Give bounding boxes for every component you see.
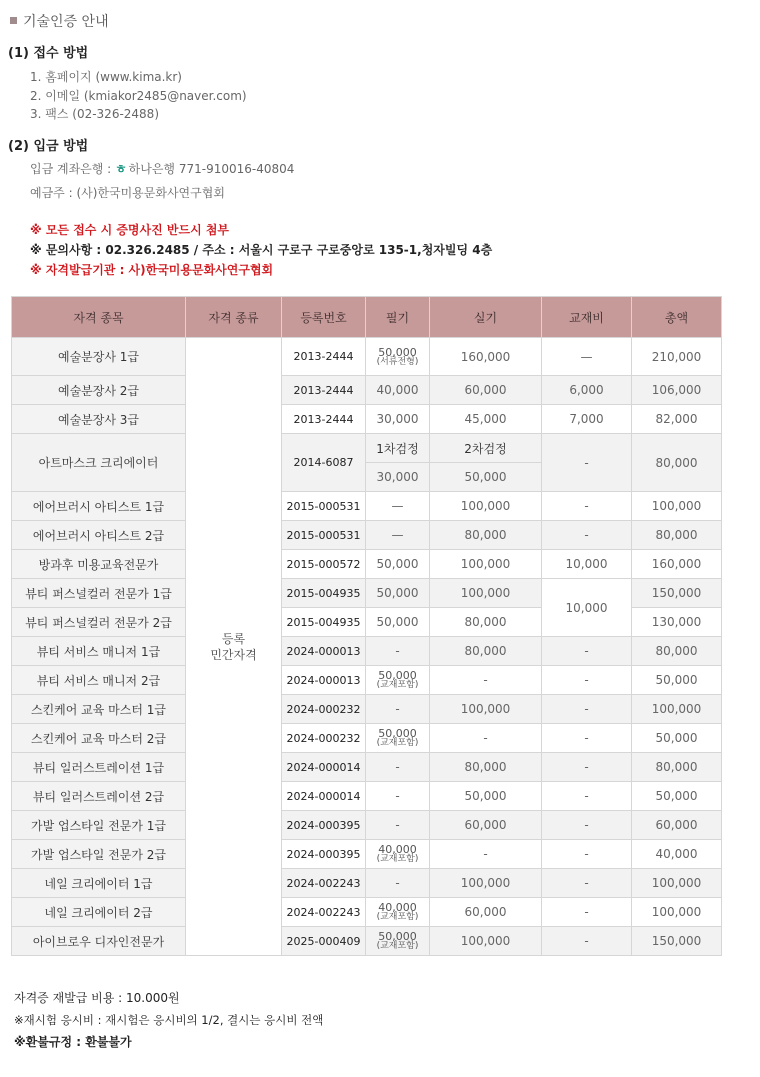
- table-row: [12, 695, 722, 724]
- book-fee: -: [542, 434, 632, 492]
- cert-name: 뷰티 퍼스널컬러 전문가 2급: [12, 608, 186, 637]
- practical-fee: 60,000: [430, 898, 542, 927]
- total-fee: 100,000: [632, 492, 722, 521]
- cert-name: 뷰티 일러스트레이션 2급: [12, 782, 186, 811]
- total-fee: 210,000: [632, 338, 722, 376]
- cert-name: 예술분장사 1급: [12, 338, 186, 376]
- written-fee: 40,000 (교재포함): [366, 840, 430, 869]
- book-fee: -: [542, 927, 632, 956]
- written-fee: 50,000 (교재포함): [366, 666, 430, 695]
- practical-fee: 80,000: [430, 637, 542, 666]
- written-fee: -: [366, 753, 430, 782]
- cert-name: 네일 크리에이터 1급: [12, 869, 186, 898]
- hana-bank-icon: ㅎ: [115, 162, 127, 176]
- bank-account: 하나은행 771-910016-40804: [128, 162, 295, 176]
- written-fee: 50,000: [366, 579, 430, 608]
- cert-code: 2024-000014: [282, 753, 366, 782]
- book-fee: —: [542, 338, 632, 376]
- table-row: [12, 550, 722, 579]
- cert-name: 뷰티 서비스 매니저 1급: [12, 637, 186, 666]
- practical-fee: 50,000: [430, 782, 542, 811]
- cert-name: 스킨케어 교육 마스터 1급: [12, 695, 186, 724]
- method-email: 2. 이메일 (kmiakor2485@naver.com): [30, 89, 247, 103]
- book-fee: -: [542, 724, 632, 753]
- bank-info: [30, 160, 294, 177]
- written-fee: -: [366, 782, 430, 811]
- note-photo: ※ 모든 접수 시 증명사진 반드시 첨부: [30, 223, 230, 237]
- practical-fee: -: [430, 840, 542, 869]
- cert-name: 아이브로우 디자인전문가: [12, 927, 186, 956]
- practical-fee: 160,000: [430, 338, 542, 376]
- practical-fee: 100,000: [430, 869, 542, 898]
- table-row: [12, 724, 722, 753]
- header-practical: 실기: [430, 297, 542, 338]
- book-fee: -: [542, 811, 632, 840]
- book-fee: -: [542, 840, 632, 869]
- header-type: 자격 종류: [186, 297, 282, 338]
- practical-fee: 60,000: [430, 811, 542, 840]
- section2-heading: (2) 입금 방법: [8, 139, 89, 154]
- header-total: 총액: [632, 297, 722, 338]
- cert-name: 에어브러시 아티스트 1급: [12, 492, 186, 521]
- cert-code: 2015-004935: [282, 608, 366, 637]
- reissue-fee: 자격증 재발급 비용 : 10.000원: [14, 991, 180, 1005]
- table-row: [12, 637, 722, 666]
- practical-fee: 50,000: [430, 463, 542, 492]
- depositor: 예금주 : (사)한국미용문화사연구협회: [30, 186, 225, 200]
- total-fee: 150,000: [632, 927, 722, 956]
- total-fee: 82,000: [632, 405, 722, 434]
- written-fee: 50,000 (교재포함): [366, 724, 430, 753]
- book-fee: 7,000: [542, 405, 632, 434]
- table-row: [12, 579, 722, 608]
- book-fee: -: [542, 695, 632, 724]
- practical-fee: 100,000: [430, 927, 542, 956]
- book-fee: 10,000: [542, 579, 632, 637]
- total-fee: 130,000: [632, 608, 722, 637]
- written-fee: 40,000: [366, 376, 430, 405]
- cert-code: 2024-002243: [282, 869, 366, 898]
- page-title: 기술인증 안내: [10, 11, 109, 31]
- cert-type: 등록 민간자격: [186, 338, 282, 956]
- practical-fee: 80,000: [430, 521, 542, 550]
- book-fee: -: [542, 898, 632, 927]
- cert-name: 뷰티 서비스 매니저 2급: [12, 666, 186, 695]
- table-row: [12, 376, 722, 405]
- practical-fee: 80,000: [430, 753, 542, 782]
- book-fee: -: [542, 492, 632, 521]
- written-fee: 50,000 (교재포함): [366, 927, 430, 956]
- cert-code: 2015-000531: [282, 492, 366, 521]
- cert-code: 2024-000013: [282, 666, 366, 695]
- cert-name: 예술분장사 2급: [12, 376, 186, 405]
- table-row: [12, 666, 722, 695]
- table-row: [12, 434, 722, 463]
- total-fee: 50,000: [632, 724, 722, 753]
- book-fee: -: [542, 753, 632, 782]
- written-fee: -: [366, 869, 430, 898]
- total-fee: 80,000: [632, 434, 722, 492]
- table-header: [12, 297, 722, 338]
- cert-code: 2025-000409: [282, 927, 366, 956]
- table-row: [12, 898, 722, 927]
- header-code: 등록번호: [282, 297, 366, 338]
- total-fee: 80,000: [632, 637, 722, 666]
- practical-fee: 100,000: [430, 695, 542, 724]
- table-row: [12, 338, 722, 376]
- cert-code: 2024-000014: [282, 782, 366, 811]
- section1-heading: (1) 접수 방법: [8, 46, 89, 61]
- total-fee: 100,000: [632, 898, 722, 927]
- written-fee: —: [366, 492, 430, 521]
- written-fee: —: [366, 521, 430, 550]
- header-book: 교재비: [542, 297, 632, 338]
- cert-code: 2024-000395: [282, 840, 366, 869]
- method-homepage: 1. 홈페이지 (www.kima.kr): [30, 70, 182, 84]
- practical-fee: -: [430, 666, 542, 695]
- written-fee: 50,000 (서류전형): [366, 338, 430, 376]
- written-fee: -: [366, 695, 430, 724]
- cert-name: 가발 업스타일 전문가 1급: [12, 811, 186, 840]
- table-row: [12, 782, 722, 811]
- total-fee: 50,000: [632, 666, 722, 695]
- cert-code: 2013-2444: [282, 405, 366, 434]
- cert-name: 뷰티 일러스트레이션 1급: [12, 753, 186, 782]
- book-fee: -: [542, 521, 632, 550]
- cert-code: 2014-6087: [282, 434, 366, 492]
- note-contact: ※ 문의사항 : 02.326.2485 / 주소 : 서울시 구로구 구로중앙로 135-1,청자빌딩 4층: [30, 243, 493, 257]
- total-fee: 100,000: [632, 869, 722, 898]
- cert-code: 2015-000572: [282, 550, 366, 579]
- note-issuer: ※ 자격발급기관 : 사)한국미용문화사연구협회: [30, 263, 274, 277]
- book-fee: -: [542, 782, 632, 811]
- written-fee: 40,000 (교재포함): [366, 898, 430, 927]
- table-row: [12, 492, 722, 521]
- table-row: [12, 753, 722, 782]
- table-row: [12, 405, 722, 434]
- cert-name: 가발 업스타일 전문가 2급: [12, 840, 186, 869]
- method-fax: 3. 팩스 (02-326-2488): [30, 107, 159, 121]
- written-fee: 30,000: [366, 463, 430, 492]
- cert-name: 네일 크리에이터 2급: [12, 898, 186, 927]
- cert-name: 방과후 미용교육전문가: [12, 550, 186, 579]
- total-fee: 150,000: [632, 579, 722, 608]
- certification-table: [11, 296, 722, 956]
- total-fee: 100,000: [632, 695, 722, 724]
- written-fee: 50,000: [366, 608, 430, 637]
- cert-code: 2015-000531: [282, 521, 366, 550]
- practical-fee: 100,000: [430, 550, 542, 579]
- total-fee: 80,000: [632, 753, 722, 782]
- total-fee: 106,000: [632, 376, 722, 405]
- book-fee: -: [542, 666, 632, 695]
- cert-code: 2024-000395: [282, 811, 366, 840]
- cert-name: 예술분장사 3급: [12, 405, 186, 434]
- practical-fee: -: [430, 724, 542, 753]
- written-fee: -: [366, 811, 430, 840]
- book-fee: 10,000: [542, 550, 632, 579]
- practical-stage-label: 2차검정: [430, 434, 542, 463]
- cert-code: 2024-002243: [282, 898, 366, 927]
- table-row: [12, 927, 722, 956]
- table-row: [12, 869, 722, 898]
- book-fee: -: [542, 637, 632, 666]
- written-fee: 30,000: [366, 405, 430, 434]
- header-written: 필기: [366, 297, 430, 338]
- practical-fee: 100,000: [430, 492, 542, 521]
- total-fee: 160,000: [632, 550, 722, 579]
- cert-name: 스킨케어 교육 마스터 2급: [12, 724, 186, 753]
- practical-fee: 100,000: [430, 579, 542, 608]
- table-row: [12, 840, 722, 869]
- cert-code: 2013-2444: [282, 338, 366, 376]
- cert-name: 에어브러시 아티스트 2급: [12, 521, 186, 550]
- book-fee: 6,000: [542, 376, 632, 405]
- total-fee: 60,000: [632, 811, 722, 840]
- cert-code: 2013-2444: [282, 376, 366, 405]
- practical-fee: 45,000: [430, 405, 542, 434]
- cert-code: 2015-004935: [282, 579, 366, 608]
- practical-fee: 60,000: [430, 376, 542, 405]
- written-fee: -: [366, 637, 430, 666]
- total-fee: 50,000: [632, 782, 722, 811]
- cert-code: 2024-000013: [282, 637, 366, 666]
- cert-code: 2024-000232: [282, 695, 366, 724]
- cert-name: 뷰티 퍼스널컬러 전문가 1급: [12, 579, 186, 608]
- retest-fee: ※재시험 응시비 : 재시험은 응시비의 1/2, 결시는 응시비 전액: [14, 1013, 324, 1027]
- header-name: 자격 종목: [12, 297, 186, 338]
- table-row: [12, 811, 722, 840]
- refund-policy: ※환불규정 : 환불불가: [14, 1035, 132, 1049]
- square-bullet-icon: [10, 17, 17, 24]
- book-fee: -: [542, 869, 632, 898]
- bank-prefix: 입금 계좌은행 :: [30, 162, 112, 176]
- written-stage-label: 1차검정: [366, 434, 430, 463]
- cert-code: 2024-000232: [282, 724, 366, 753]
- total-fee: 40,000: [632, 840, 722, 869]
- table-row: [12, 521, 722, 550]
- written-fee: 50,000: [366, 550, 430, 579]
- practical-fee: 80,000: [430, 608, 542, 637]
- cert-name: 아트마스크 크리에이터: [12, 434, 186, 492]
- total-fee: 80,000: [632, 521, 722, 550]
